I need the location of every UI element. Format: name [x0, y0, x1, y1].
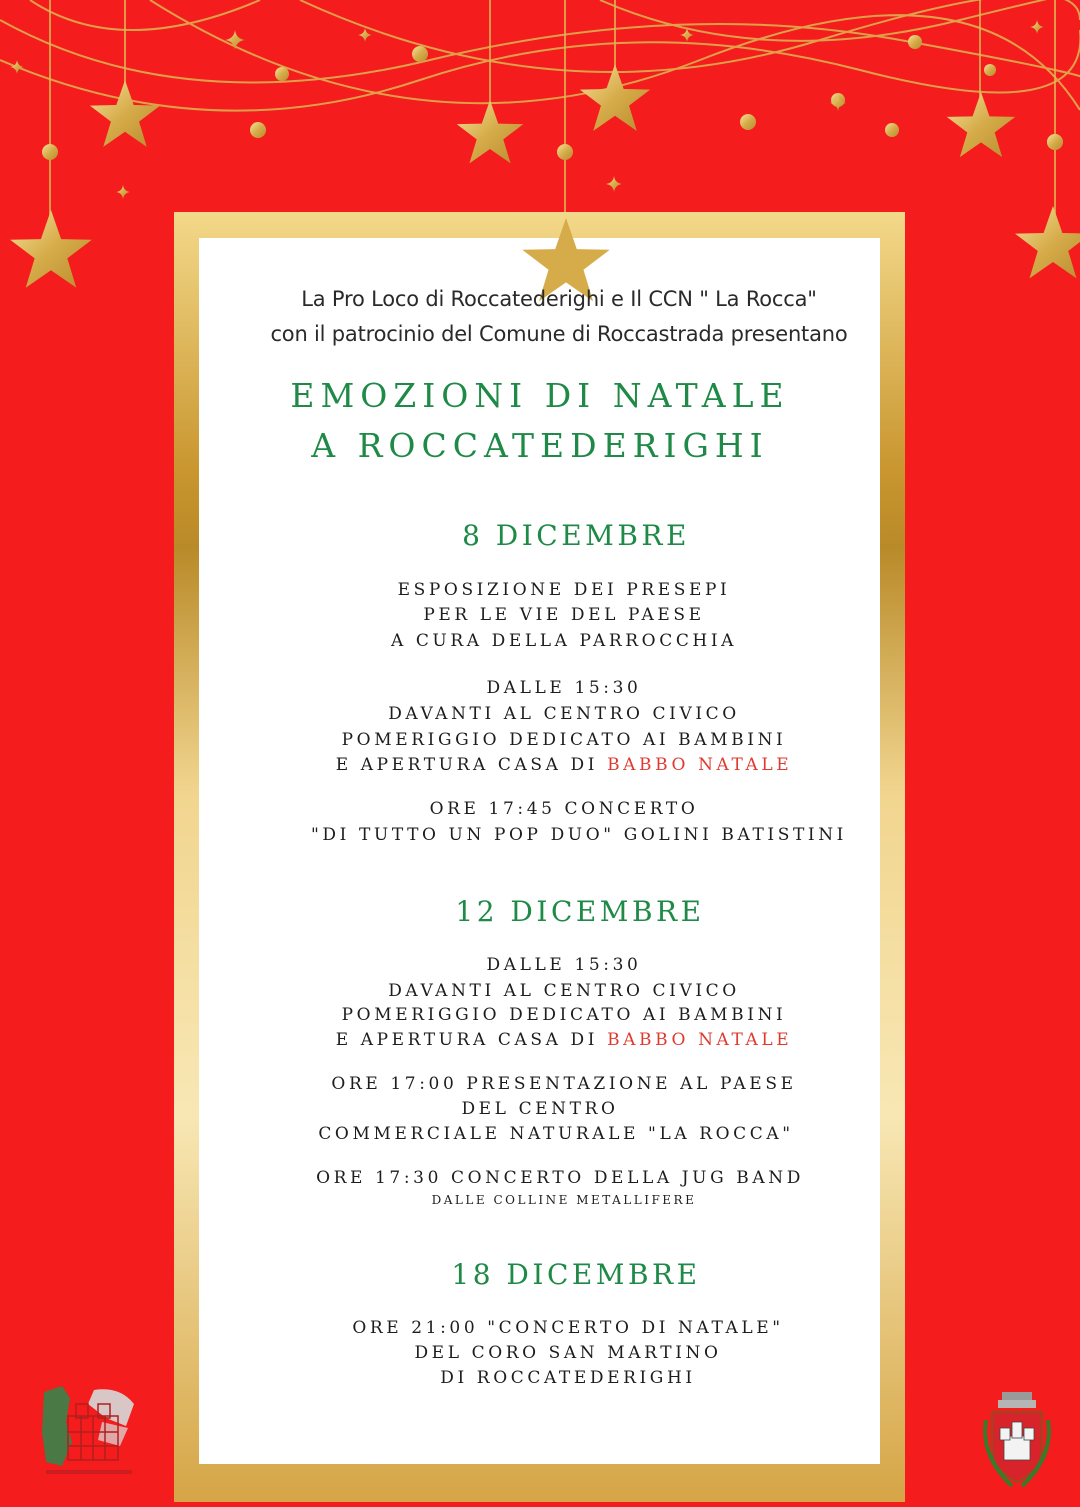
- day1-kids-afternoon: POMERIGGIO DEDICATO AI BAMBINI: [341, 730, 787, 750]
- day1-time: DALLE 15:30: [486, 678, 642, 698]
- day2-location: DAVANTI AL CENTRO CIVICO: [388, 981, 740, 1001]
- day1-babbo-natale: BABBO NATALE: [607, 755, 793, 775]
- event-title-line-1: EMOZIONI DI NATALE: [290, 376, 790, 415]
- day3-concert-3: DI ROCCATEDERIGHI: [440, 1368, 696, 1388]
- day3-date: 18 DICEMBRE: [451, 1258, 701, 1291]
- day1-concert-time: ORE 17:45 CONCERTO: [429, 799, 699, 819]
- day2-concert: ORE 17:30 CONCERTO DELLA JUG BAND: [316, 1168, 804, 1188]
- comune-coat-of-arms-icon: [980, 1390, 1054, 1490]
- day2-presentation-1: ORE 17:00 PRESENTAZIONE AL PAESE: [331, 1074, 797, 1094]
- day1-location: DAVANTI AL CENTRO CIVICO: [388, 704, 740, 724]
- day1-concert-name: "DI TUTTO UN POP DUO" GOLINI BATISTINI: [310, 825, 847, 845]
- day1-exhibit-line-2: PER LE VIE DEL PAESE: [423, 605, 705, 625]
- day2-date: 12 DICEMBRE: [455, 895, 705, 928]
- day2-presentation-2: DEL CENTRO: [461, 1099, 619, 1119]
- day2-concert-subtitle: DALLE COLLINE METALLIFERE: [431, 1193, 697, 1207]
- day2-santa-prefix: E APERTURA CASA DI: [335, 1030, 599, 1050]
- day1-santa-prefix: E APERTURA CASA DI: [335, 755, 599, 775]
- event-title-line-2: A ROCCATEDERIGHI: [311, 426, 769, 465]
- intro-line-2: con il patrocinio del Comune di Roccastrada presentano: [270, 322, 848, 346]
- day2-presentation-3: COMMERCIALE NATURALE "LA ROCCA": [318, 1124, 794, 1144]
- day1-exhibit-line-3: A CURA DELLA PARROCCHIA: [390, 631, 738, 651]
- day2-kids-afternoon: POMERIGGIO DEDICATO AI BAMBINI: [341, 1005, 787, 1025]
- day2-babbo-natale: BABBO NATALE: [607, 1030, 793, 1050]
- day1-exhibit-line-1: ESPOSIZIONE DEI PRESEPI: [397, 580, 731, 600]
- hanging-beads: [42, 134, 1063, 160]
- day3-concert-1: ORE 21:00 "CONCERTO DI NATALE": [352, 1318, 784, 1338]
- day2-time: DALLE 15:30: [486, 955, 642, 975]
- day3-concert-2: DEL CORO SAN MARTINO: [414, 1343, 722, 1363]
- garland-strings: [0, 0, 1080, 111]
- day2-santa-house: [174, 1030, 954, 1050]
- intro-line-1: La Pro Loco di Roccatederighi e Il CCN " La Rocca": [301, 287, 817, 311]
- pro-loco-logo-icon: [36, 1382, 142, 1482]
- day1-date: 8 DICEMBRE: [462, 519, 690, 552]
- sparkles: [10, 20, 1044, 199]
- hanging-threads: [50, 0, 1055, 232]
- day1-santa-house: [174, 755, 954, 775]
